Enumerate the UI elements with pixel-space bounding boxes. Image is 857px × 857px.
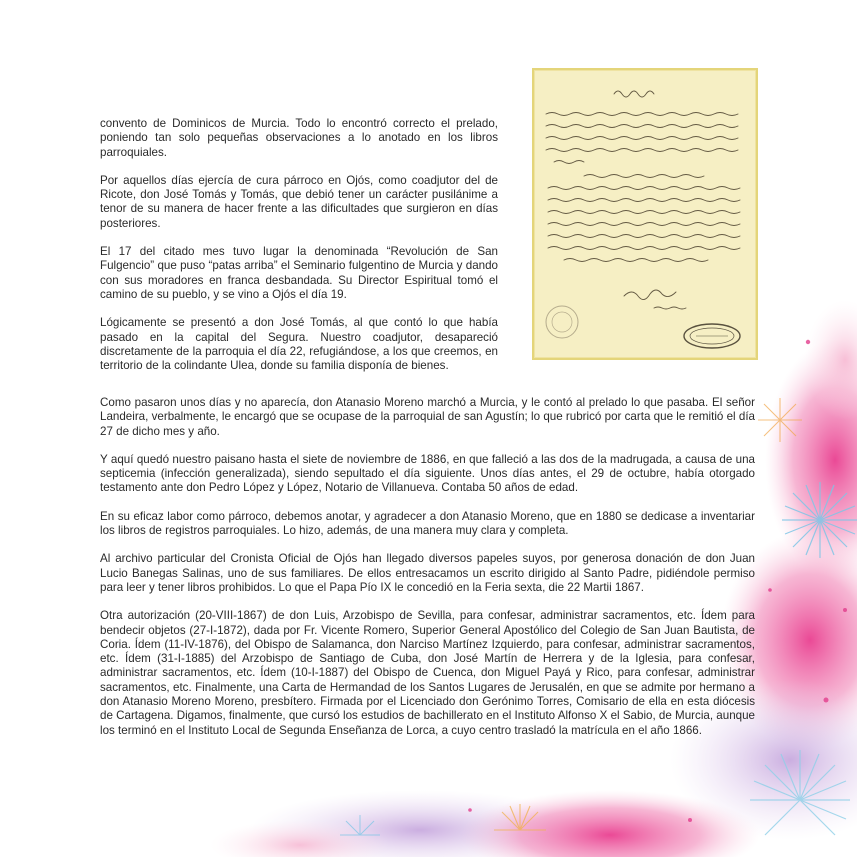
paragraph: Lógicamente se presentó a don José Tomás, al que contó lo que había pasado en la capital del Segura. Nuestro coadjutor, desapareció discretamente de la parroquia el día 22, refugiándose, a los que creemos, en territorio de la colindante Ulea, donde su familia disponía de bienes. <box>100 316 498 373</box>
paragraph: Otra autorización (20-VIII-1867) de don Luis, Arzobispo de Sevilla, para confesar, administrar sacramentos, etc. Ídem para bendecir objetos (27-I-1872), dada por Fr. Vicente Romero, Superior General Apostólico del Colegio de San Juan Bautista, de Coria. Ídem (11-IV-1876), del Obispo de Salamanca, don Narciso Martínez Izquierdo, para confesar, administrar sacramentos, etc. Ídem (31-I-1885) del Arzobispo de Santiago de Cuba, don José Martín de Herrera y de la Iglesia, para confesar, administrar sacramentos, etc. Ídem (10-I-1887) del Obispo de Cuenca, don Miguel Payá y Rico, para confesar, administrar sacramentos, etc. Finalmente, una Carta de Hermandad de los Santos Lugares de Jerusalén, en que se admite por hermano a don Atanasio Moreno Moreno, presbítero. Firmada por el Licenciado don Gerónimo Torres, Comisario de ella en esta diócesis de Cartagena. Digamos, finalmente, que cursó los estudios de bachillerato en el Instituto Alfonso X el Sabio, de Murcia, aunque los terminó en el Instituto Local de Segunda Enseñanza de Lorca, a cuyo centro trasladó la matrícula en el año 1866. <box>100 609 755 737</box>
paragraph: El 17 del citado mes tuvo lugar la denominada “Revolución de San Fulgencio” que puso “patas arriba” el Seminario fulgentino de Murcia y dando con sus moradores en franca desbandada. Su Director Espiritual tomó el camino de su pueblo, y se vino a Ojós el día 19. <box>100 245 498 301</box>
stamp-left <box>546 306 578 338</box>
top-text-column <box>100 117 498 387</box>
seal-right <box>684 324 740 348</box>
bottom-text-column <box>100 396 755 752</box>
paragraph: Por aquellos días ejercía de cura párroco en Ojós, como coadjutor del de Ricote, don José Tomás y Tomás, que debió tener un carácter pusilánime a tenor de su manera de hacer frente a las dificultades que surgieron en días posteriores. <box>100 173 498 230</box>
paragraph: Como pasaron unos días y no aparecía, don Atanasio Moreno marchó a Murcia, y le contó al prelado lo que pasaba. El señor Landeira, verbalmente, le encargó que se ocupase de la parroquial de san Agustín; lo que rubricó por carta que le remitió el día 27 de dicho mes y año. <box>100 396 755 438</box>
paragraph: Y aquí quedó nuestro paisano hasta el siete de noviembre de 1886, en que falleció a las dos de la madrugada, a causa de una septicemia (infección generalizada), siendo sepultado el día siguiente. Unos días antes, el 29 de octubre, había otorgado testamento ante don Pedro López y López, Notario de Villanueva. Contaba 50 años de edad. <box>100 452 755 495</box>
handwritten-script-image <box>534 70 756 358</box>
paragraph: convento de Dominicos de Murcia. Todo lo encontró correcto el prelado, poniendo tan solo pequeñas observaciones a lo anotado en los libros parroquiales. <box>100 117 498 159</box>
paragraph: Al archivo particular del Cronista Oficial de Ojós han llegado diversos papeles suyos, por generosa donación de don Juan Lucio Banegas Salinas, uno de sus familiares. De ellos entresacamos un escrito dirigido al Santo Padre, pidiéndole permiso para leer y tener libros prohibidos. Lo que el Papa Pío IX le concedió en la Feria sexta, die 22 Martii 1867. <box>100 552 755 594</box>
paragraph: En su eficaz labor como párroco, debemos anotar, y agradecer a don Atanasio Moreno, que en 1880 se dedicase a inventariar los libros de registros parroquiales. Lo hizo, además, de una manera muy clara y completa. <box>100 509 755 538</box>
manuscript-document-image <box>532 68 758 360</box>
